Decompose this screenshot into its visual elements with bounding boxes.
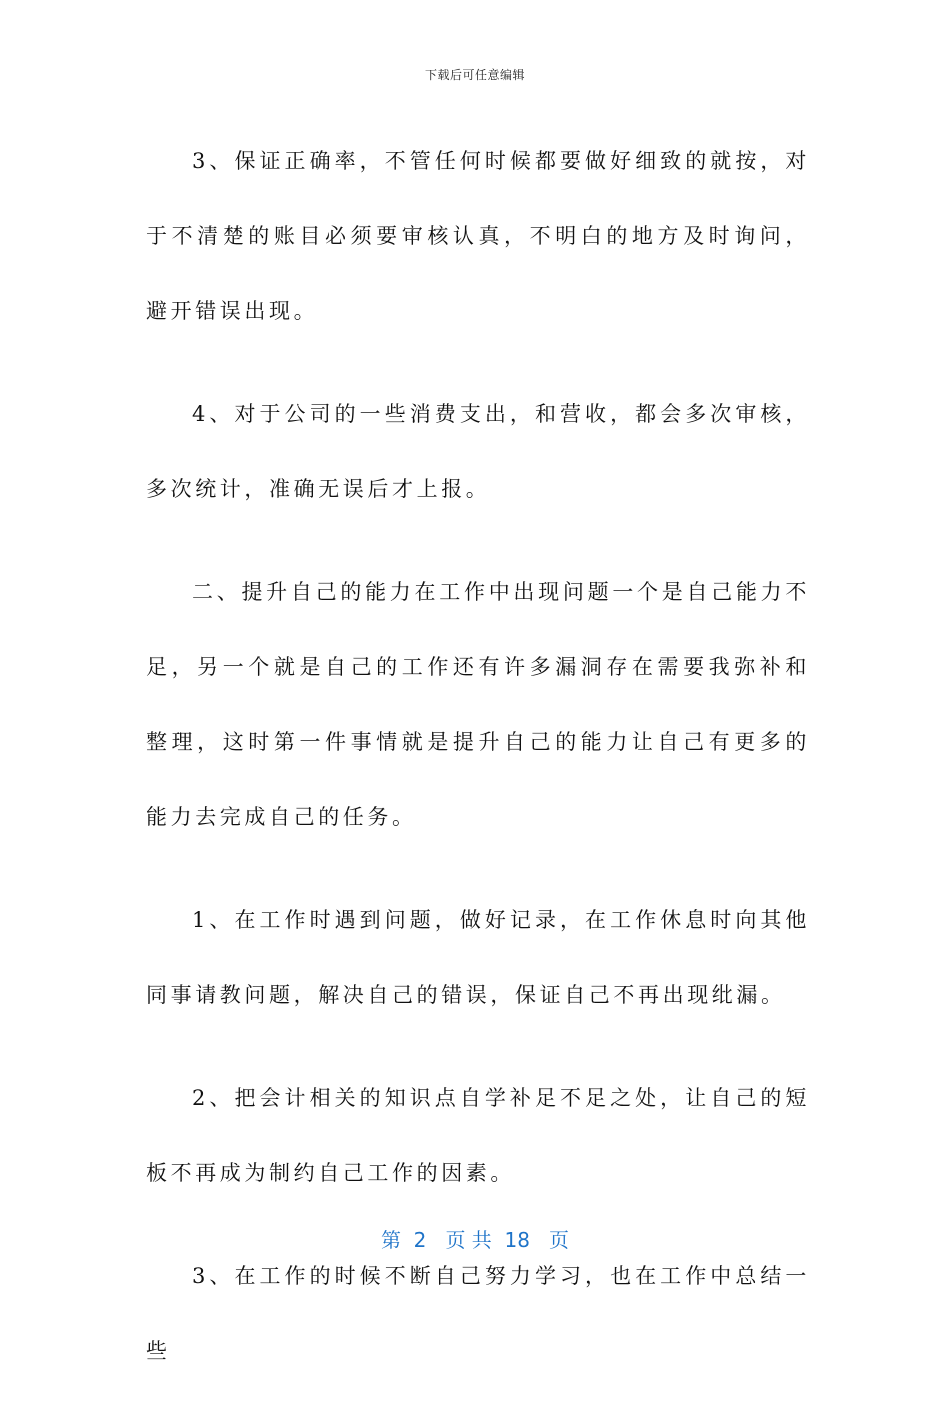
paragraph: 2、把会计相关的知识点自学补足不足之处，让自己的短板不再成为制约自己工作的因素。 [146, 1086, 810, 1185]
header-note: 下载后可任意编辑 [424, 68, 525, 82]
paragraph: 二、提升自己的能力在工作中出现问题一个是自己能力不足，另一个就是自己的工作还有许多漏洞存在需要我弥补和整理，这时第一件事情就是提升自己的能力让自己有更多的能力去完成自己的任务。 [146, 580, 810, 829]
page-number-footer: 第 2 页 共 18 页 [380, 1228, 570, 1252]
paragraph: 1、在工作时遇到问题，做好记录，在工作休息时向其他同事请教问题，解决自己的错误，保证自己不再出现纰漏。 [146, 908, 810, 1007]
paragraph: 3、保证正确率，不管任何时候都要做好细致的就按，对于不清楚的账目必须要审核认真，不明白的地方及时询问，避开错误出现。 [146, 149, 810, 323]
paragraph: 3、在工作的时候不断自己努力学习，也在工作中总结一些 [146, 1264, 810, 1363]
paragraph: 4、对于公司的一些消费支出，和营收，都会多次审核，多次统计，准确无误后才上报。 [146, 402, 810, 501]
